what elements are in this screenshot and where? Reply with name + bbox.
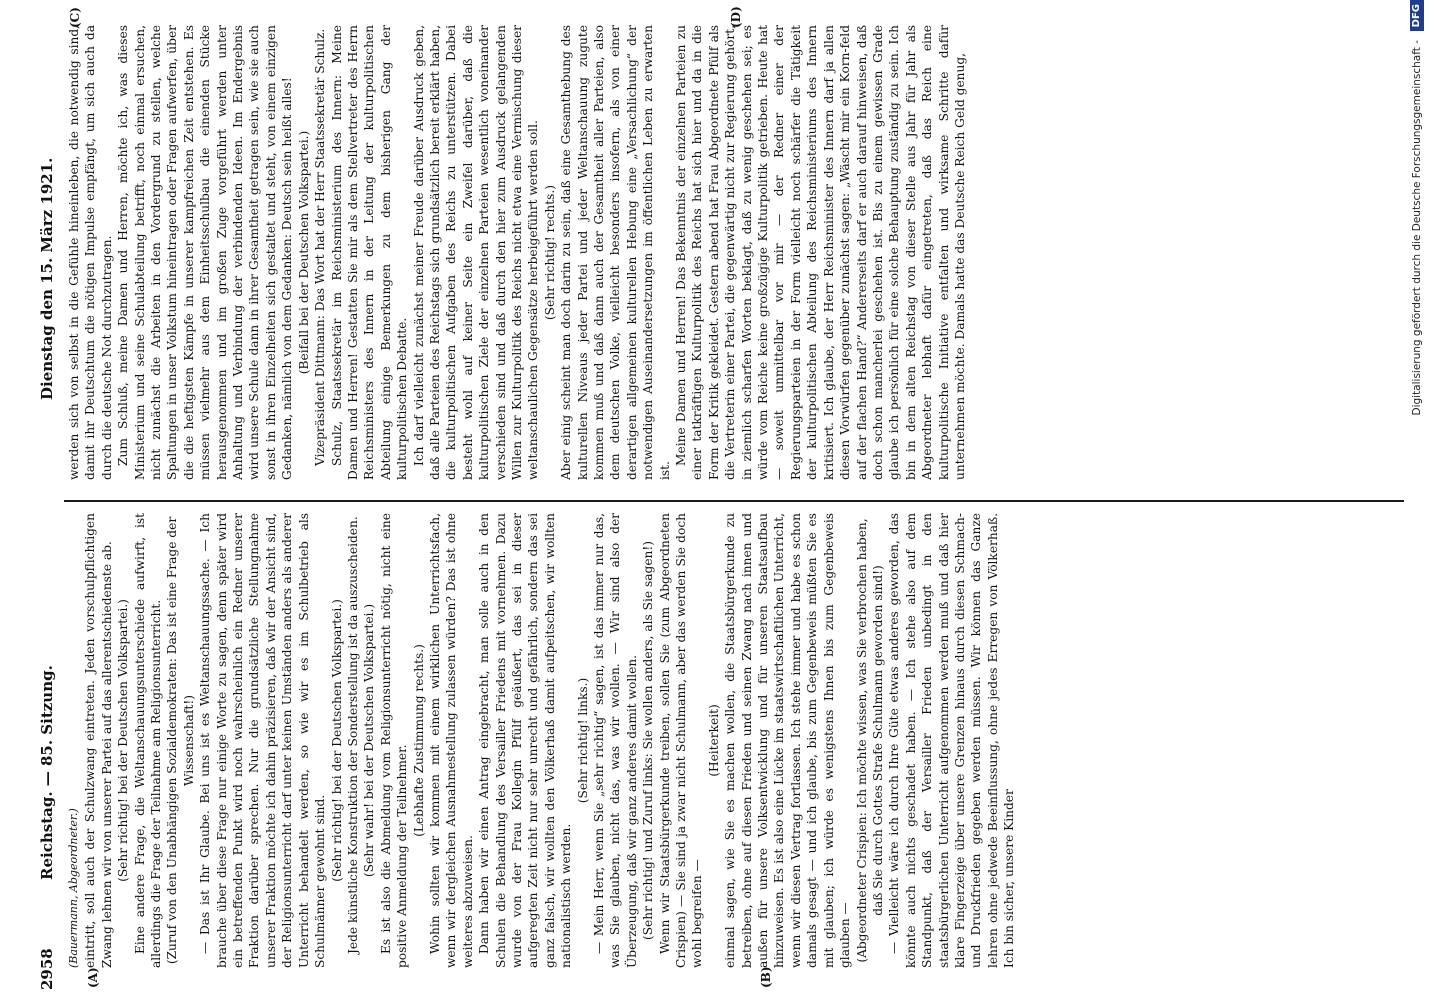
margin-marker-c: (C) [68, 7, 82, 28]
digitization-credit [1404, 0, 1430, 990]
margin-marker-d: (D) [729, 6, 743, 28]
paragraph: (Sehr wahr! bei der Deutschen Volkspartei.) [362, 603, 377, 878]
paragraph: Wohin sollten wir kommen mit einem wirklichen Unterrichtsfach, wenn wir dergleichen Ausnahmestellung zulassen würden? Das ist ohne weiteres abzuweisen. [427, 513, 475, 968]
left-text-column [66, 513, 1396, 968]
paragraph: (Sehr richtig! links.) [575, 677, 590, 804]
margin-marker-a: (A) [86, 967, 100, 988]
rotated-document-page [34, 6, 1414, 990]
paragraph: Vizepräsident Dittmann: Das Wort hat der Herr Staatssekretär Schulz. [313, 28, 328, 466]
paragraph: werden sich von selbst in die Gefühle hineinleben, die notwendig sind, damit ihr Deutschtum die nötigen Impulse empfängt, um sich auch da durch die deutsche Not durchzutragen. [67, 25, 114, 480]
paragraph: (Sehr richtig! rechts.) [542, 184, 557, 321]
running-title-right: Dienstag den 15. März 1921. [38, 157, 56, 400]
paragraph: — Vielleicht wäre ich durch Ihre Güte etwas anderes geworden, das könnte auch nichts geschadet haben. — Ich stehe also auf dem Standpunkt, daß der Versailler Frieden unbedingt in den staatsbürgerlichen Unterricht aufgenommen werden muß und daß hier klare Fingerzeige über unsere Grenzen hinaus durch diesen Schmach- und Druckfrieden gegeben werden müssen. Wir können das Ganze lehren ohne jedwede Beeinflussung, ohne jedes Erregen von Völkerhaß. Ich bin sicher, unsere Kinder [887, 513, 1017, 968]
paragraph: Dann haben wir einen Antrag eingebracht, man solle auch in den Schulen die Behandlung des Versailler Friedens mit vornehmen. Dazu wurde von der Frau Kollegin Pfülf geäußert, das sei in dieser aufgeregten Zeit nicht nur sehr unrecht und gefährlich, sondern das sei ganz falsch, wir wollten den Völkerhaß damit aufpeitschen, wir wollten nationalistisch werden. [477, 513, 574, 968]
paragraph: Zum Schluß, meine Damen und Herren, möchte ich, was dieses Ministerium und seine Schulabteilung betrifft, noch einmal ersuchen, nicht zunächst die Arbeiten in den Vordergrund zu stellen, welche Spaltungen in unser Volkstum hineintragen oder Fragen aufwerfen, über die die heftigsten Kämpfe in unserer kampfreichen Zeit entstehen. Es müssen vielmehr aus dem Einheitsschulbau die einenden Stücke herausgenommen und im großen Zuge vorgeführt werden unter Anhaltung und Verbindung der verbindenden Ideen. Im Endergebnis wird unsere Schule dann in ihrer Gesamtheit getragen sein, wie sie auch sonst in ihren Einzelheiten sich gestaltet und steht, von einem einzigen Gedanken, nämlich von dem Gedanken: Deutsch sein heißt alles! [116, 25, 295, 480]
paragraph: Es ist also die Abmeldung vom Religionsunterricht nötig, nicht eine positive Anmeldung der Teilnehmer. [378, 513, 410, 968]
paragraph: (Zuruf von den Unabhängigen Sozialdemokraten: Das ist eine Frage der Wissenschaft!) [165, 516, 196, 965]
paragraph: (Sehr richtig! bei der Deutschen Volkspartei.) [329, 599, 344, 882]
paragraph: (Heiterkeit) [706, 704, 721, 777]
credit-text: Digitalisierung gefördert durch die Deutsche Forschungsgemeinschaft - [1411, 40, 1423, 416]
page-header [34, 10, 60, 990]
paragraph: einmal sagen, wie Sie es machen wollen, die Staatsbürgerkunde zu betreiben, ohne auf diesen Frieden und seinen Zwang nach innen und außen für unsere Volksentwicklung und für unseren Staatsaufbau hinzuweisen. Es ist also eine Lücke im staatswirtschaftlichen Unterricht, wenn wir diesen Vertrag fortlassen. Ich stehe immer und habe es schon damals gesagt — und ich glaube, bis zum Gegenbeweis müßten Sie es mit glauben; ich würde es wenigstens Ihnen bis zum Gegenbeweis glauben — [723, 513, 853, 968]
paragraph: (Sehr richtig! bei der Deutschen Volkspartei.) [116, 599, 131, 882]
margin-marker-b: (B) [759, 966, 773, 988]
paragraph: eintritt, soll auch der Schulzwang eintreten. Jeden vorschulpflichtigen Zwang lehnen wir von unserer Partei auf das allerentschiedenste ab. [83, 513, 114, 968]
paragraph: (Abgeordneter Crispien: Ich möchte wissen, was Sie verbrochen haben, daß Sie durch Gottes Strafe Schulmann geworden sind!) [854, 518, 885, 963]
running-title-left: Reichstag. — 85. Sitzung. [38, 665, 56, 880]
right-text-column [66, 25, 1396, 480]
paragraph: Schulz, Staatssekretär im Reichsministerium des Innern: Meine Damen und Herren! Gestatten Sie mir als dem Stellvertreter des Herrn Reichsministers des Innern in der Leitung der kulturpolitischen Abteilung einige Bemerkungen zu dem bisherigen Gang der kulturpolitischen Debatte. [329, 25, 410, 480]
paragraph: (Bauermann, Abgeordneter.) [67, 808, 80, 968]
paragraph: — Mein Herr, wenn Sie „sehr richtig“ sagen, ist das immer nur das, was Sie glauben, nicht das, was wir wollen. — Wir sind also der Überzeugung, daß wir ganz anderes damit wollen. [592, 513, 639, 968]
paragraph: Aber einig scheint man doch darin zu sein, daß eine Gesamthebung des kulturellen Niveaus jeder Partei und jeder Weltanschauung zugute kommen muß und daß dann auch der Gesamtheit aller Parteien, also dem deutschen Volke, vielleicht besonders insofern, als von einer derartigen allgemeinen kulturellen Hebung eine „Versachlichung“ der notwendigen Auseinandersetzungen im öffentlichen Leben zu erwarten ist. [559, 25, 672, 480]
paragraph: Ich darf vielleicht zunächst meiner Freude darüber Ausdruck geben, daß alle Parteien des Reichstags sich grundsätzlich bereit erklärt haben, die kulturpolitischen Aufgaben des Reichs zu unterstützen. Dabei besteht wohl auf keiner Seite ein Zweifel darüber, daß die kulturpolitischen Ziele der einzelnen Parteien wesentlich voneinander verschieden sind und daß durch den hier zum Ausdruck gelangenden Willen zur Kulturpolitik des Reichs nicht etwa eine Vermischung dieser weltanschaulichen Gegensätze herbeigeführt werden soll. [411, 25, 541, 480]
paragraph: Meine Damen und Herren! Das Bekenntnis der einzelnen Parteien zu einer tatkräftigen Kulturpolitik des Reichs hat sich hier und da in die Form der Kritik gekleidet. Gestern abend hat Frau Abgeordnete Pfülf als die Vertreterin einer Partei, die gegenwärtig nicht zur Regierung gehört, in ziemlich scharfen Worten beklagt, daß zu wenig geschehen sei; es würde vom Reiche keine großzügige Kulturpolitik getrieben. Heute hat — soweit unmittelbar vor mir — der Redner einer der Regierungsparteien in der Form vielleicht noch schärfer die Tätigkeit der kulturpolitischen Abteilung des Reichsministeriums des Innern kritisiert. Ich glaube, der Herr Reichsminister des Innern darf ja allen diesen Vorwürfen gegenüber zunächst sagen: „Wäscht mir ein Korn-feld auf der flachen Hand?“ Andererseits darf er auch darauf hinweisen, daß doch schon mancherlei geschehen ist. Bis zu einem gewissen Grade glaube ich persönlich für eine solche Behauptung zuständig zu sein. Ich bin in dem alten Reichstag von dieser Stelle aus Jahr für Jahr als Abgeordneter lebhaft dafür eingetreten, daß das Reich eine kulturpolitische Initiative entfalten und wirksame Schritte dafür unternehmen möchte. Damals hatte das Deutsche Reich Geld genug, [674, 25, 967, 480]
paragraph: (Lebhafte Zustimmung rechts.) [411, 644, 426, 837]
paragraph: Eine andere Frage, die Weltanschauungsunterschiede aufwirft, ist allerdings die Frage der Teilnahme am Religionsunterricht. [132, 513, 164, 968]
paragraph: Jede künstliche Konstruktion der Sonderstellung ist da auszuscheiden. [345, 516, 360, 954]
column-divider [64, 500, 1404, 502]
dfg-logo: DFG [1410, 0, 1424, 31]
paragraph: — Das ist Ihr Glaube. Bei uns ist es Weltanschauungssache. — Ich brauche über diese Frage nur einige Worte zu sagen, denn später wird ein betreffenden Punkt wird noch wahrscheinlich ein Redner unserer Fraktion darüber sprechen. Nur die grundsätzliche Stellungnahme unserer Fraktion möchte ich dahin präzisieren, daß wir der Ansicht sind, der Religionsunterricht darf unter keinen Umständen anders als anderer Unterricht behandelt werden, so wie wir es im Schulbetrieb als Schulmänner gewohnt sind. [198, 513, 328, 968]
paragraph: (Sehr richtig! und Zuruf links: Sie wollen anders, als Sie sagen!) [641, 540, 656, 941]
paragraph: Wenn wir Staatsbürgerkunde treiben, sollen Sie (zum Abgeordneten Crispien) — Sie sind ja zwar nicht Schulmann, aber das werden Sie doch wohl begreifen — [657, 513, 705, 968]
paragraph: (Beifall bei der Deutschen Volkspartei.) [296, 130, 311, 375]
page-number: 2958 [38, 948, 56, 990]
